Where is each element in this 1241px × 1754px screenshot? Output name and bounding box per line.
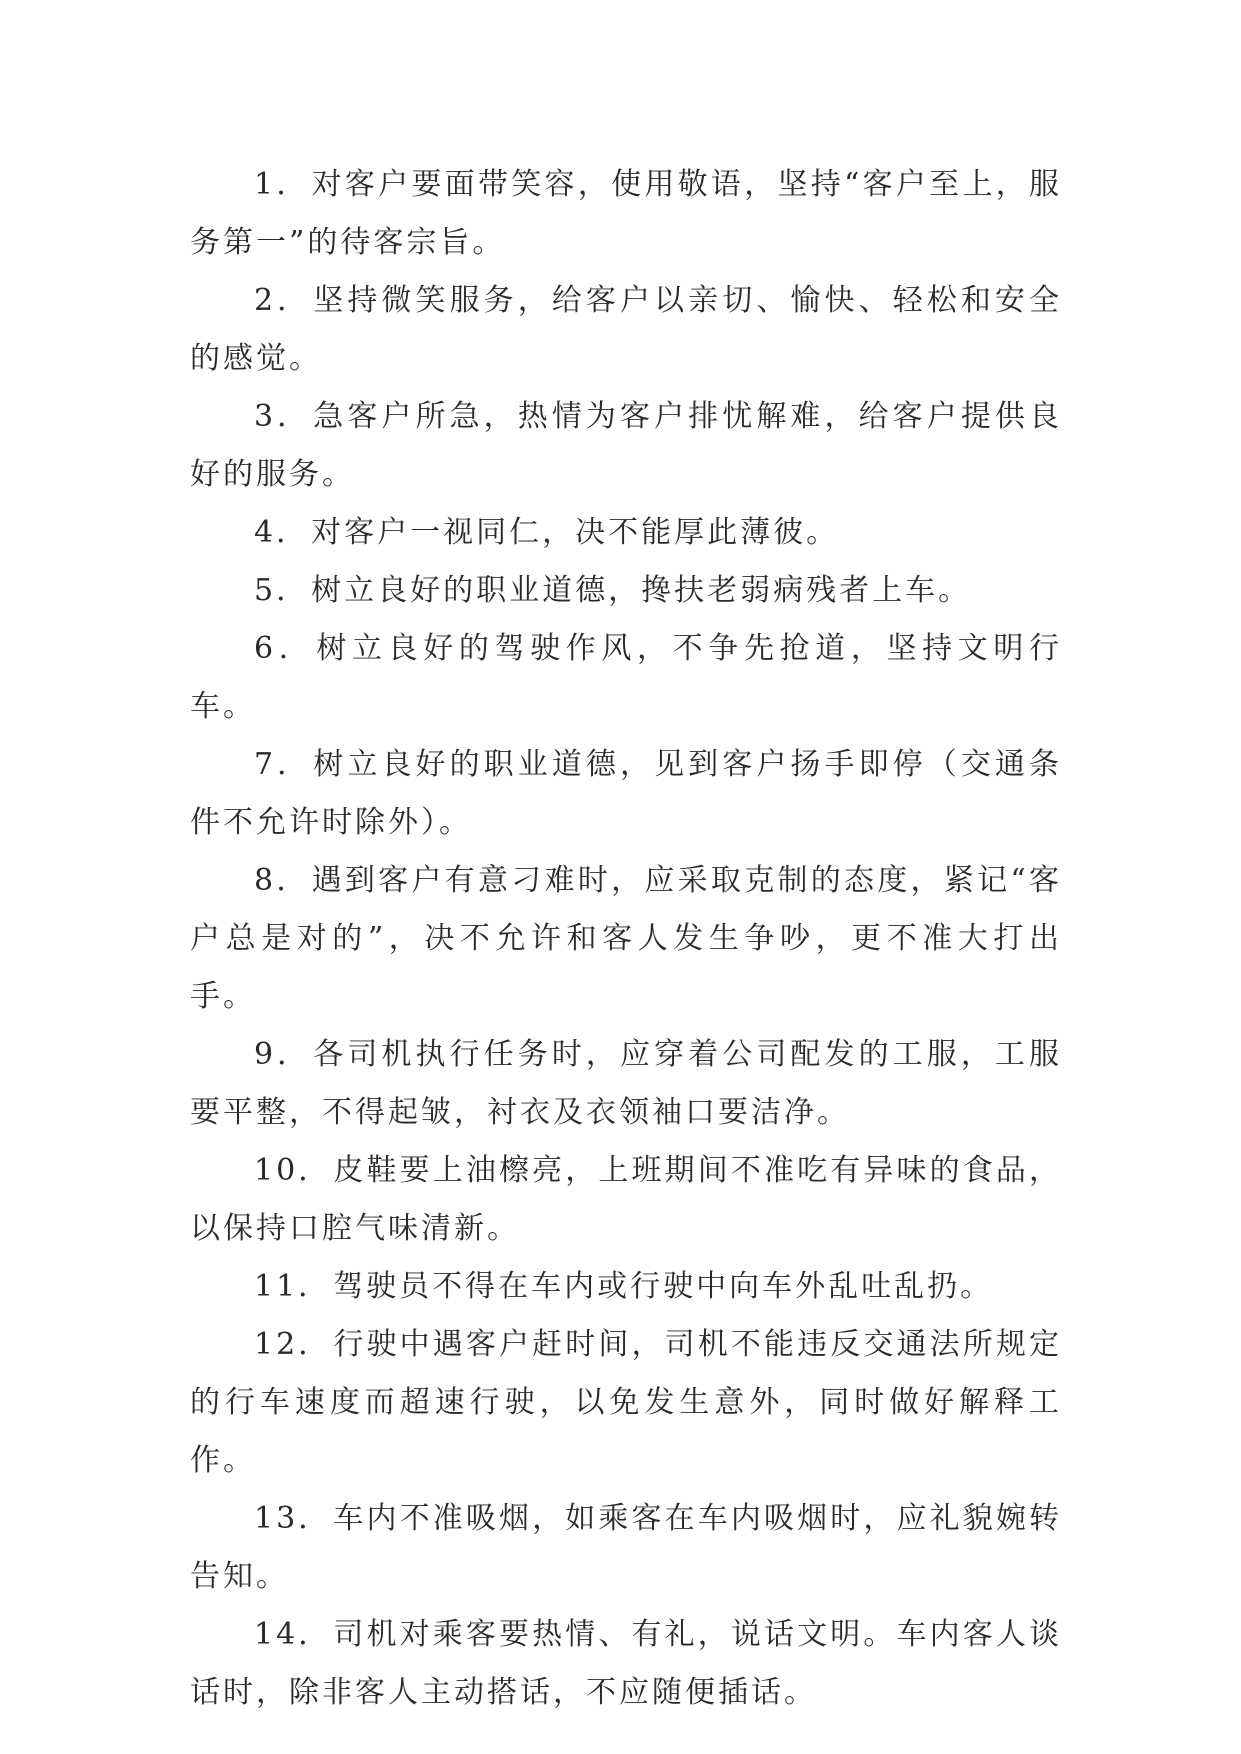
rule-item-5 [190, 562, 1062, 620]
rule-number: 7． [254, 747, 312, 782]
rule-text: 皮鞋要上油檫亮，上班期间不准吃有异味的食品，以保持口腔气味清新。 [190, 1153, 1062, 1246]
rule-item-11 [190, 1258, 1062, 1316]
rule-text: 司机对乘客要热情、有礼，说话文明。车内客人谈话时，除非客人主动搭话，不应随便插话。 [190, 1617, 1062, 1710]
rule-number: 13． [254, 1501, 332, 1536]
rule-item-14 [190, 1606, 1062, 1722]
rule-text: 各司机执行任务时，应穿着公司配发的工服，工服要平整，不得起皱，衬衣及衣领袖口要洁净。 [190, 1037, 1063, 1130]
rule-number: 1． [254, 167, 310, 202]
rule-number: 6． [254, 631, 315, 666]
rule-number: 12． [254, 1327, 332, 1362]
rule-text: 对客户要面带笑容，使用敬语，坚持“客户至上，服务第一”的待客宗旨。 [190, 167, 1062, 260]
rule-text: 急客户所急，热情为客户排忧解难，给客户提供良好的服务。 [190, 399, 1063, 492]
rule-text: 车内不准吸烟，如乘客在车内吸烟时，应礼貌婉转告知。 [190, 1501, 1062, 1594]
rule-text: 行驶中遇客户赶时间，司机不能违反交通法所规定的行车速度而超速行驶，以免发生意外，同时做好解释工作。 [190, 1327, 1062, 1478]
rule-item-13 [190, 1490, 1062, 1606]
rule-item-10 [190, 1142, 1062, 1258]
rule-number: 5． [254, 573, 310, 608]
rule-text: 树立良好的职业道德，见到客户扬手即停（交通条件不允许时除外）。 [190, 747, 1063, 840]
rule-number: 8． [254, 863, 310, 898]
rule-text: 树立良好的驾驶作风，不争先抢道，坚持文明行车。 [190, 631, 1063, 724]
rule-text: 遇到客户有意刁难时，应采取克制的态度，紧记“客户总是对的”，决不允许和客人发生争吵，更不准大打出手。 [190, 863, 1062, 1014]
rule-number: 3． [254, 399, 312, 434]
rule-number: 14． [254, 1617, 332, 1652]
rule-item-7 [190, 736, 1062, 852]
rule-number: 2． [254, 283, 312, 318]
rule-item-2 [190, 272, 1062, 388]
rule-number: 10． [254, 1153, 332, 1188]
rule-item-6 [190, 620, 1062, 736]
rule-number: 4． [254, 515, 310, 550]
rule-item-1 [190, 156, 1062, 272]
rule-item-4 [190, 504, 1062, 562]
rule-item-12 [190, 1316, 1062, 1490]
document-body [190, 156, 1062, 1722]
rule-number: 11． [254, 1269, 332, 1304]
rule-text: 坚持微笑服务，给客户以亲切、愉快、轻松和安全的感觉。 [190, 283, 1063, 376]
rule-number: 9． [254, 1037, 312, 1072]
rule-text: 树立良好的职业道德，搀扶老弱病残者上车。 [311, 573, 972, 608]
rule-item-3 [190, 388, 1062, 504]
rule-item-9 [190, 1026, 1062, 1142]
rule-text: 对客户一视同仁，决不能厚此薄彼。 [311, 515, 840, 550]
rule-item-8 [190, 852, 1062, 1026]
rule-text: 驾驶员不得在车内或行驶中向车外乱吐乱扔。 [333, 1269, 994, 1304]
